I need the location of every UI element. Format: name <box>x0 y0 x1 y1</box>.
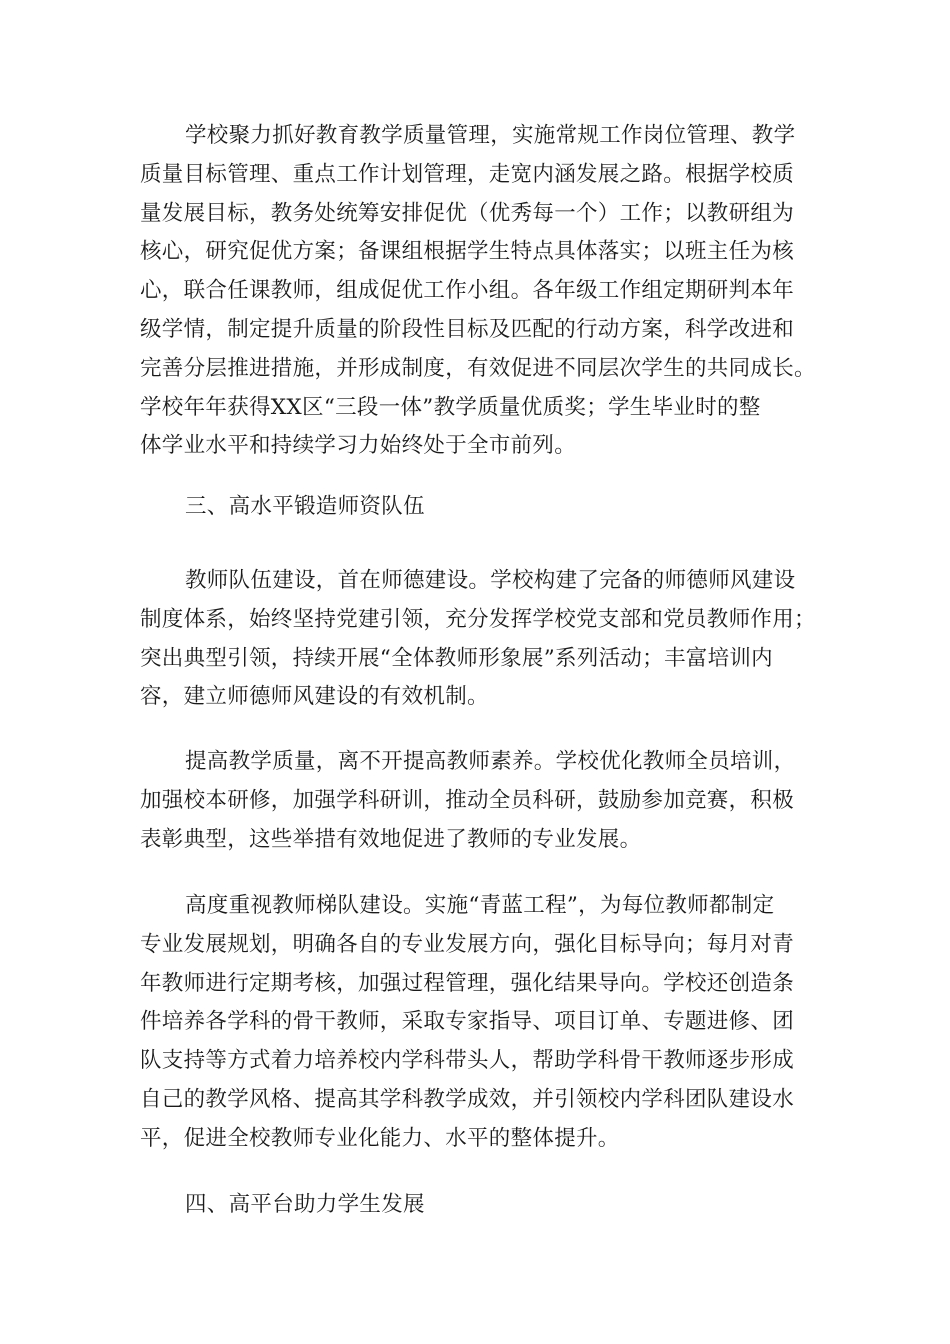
text-line: 制度体系，始终坚持党建引领，充分发挥学校党支部和党员教师作用； <box>140 606 816 632</box>
text-line: 教师队伍建设，首在师德建设。学校构建了完备的师德师风建设 <box>185 568 796 593</box>
text-line: 体学业水平和持续学习力始终处于全市前列。 <box>140 433 577 459</box>
text-line: 表彰典型，这些举措有效地促进了教师的专业发展。 <box>140 826 642 852</box>
text-line: 年教师进行定期考核，加强过程管理，强化结果导向。学校还创造条 <box>140 970 795 996</box>
text-line: 突出典型引领，持续开展“全体教师形象展”系列活动；丰富培训内 <box>140 645 773 671</box>
text-line: 高度重视教师梯队建设。实施“青蓝工程”，为每位教师都制定 <box>185 893 775 918</box>
text-line: 级学情，制定提升质量的阶段性目标及匹配的行动方案，科学改进和 <box>140 316 795 342</box>
paragraph-teaching-quality <box>140 117 830 466</box>
text-line: 提高教学质量，离不开提高教师素养。学校优化教师全员培训， <box>185 749 796 774</box>
text-line: 学校聚力抓好教育教学质量管理，实施常规工作岗位管理、教学 <box>185 123 796 148</box>
heading-text: 三、高水平锻造师资队伍 <box>185 494 425 519</box>
text-line: 队支持等方式着力培养校内学科带头人，帮助学科骨干教师逐步形成 <box>140 1048 795 1074</box>
heading-text: 四、高平台助力学生发展 <box>185 1192 425 1217</box>
text-line: 学校年年获得XX区“三段一体”教学质量优质奖；学生毕业时的整 <box>140 394 761 420</box>
text-line: 专业发展规划，明确各自的专业发展方向，强化目标导向；每月对青 <box>140 931 795 957</box>
text-line: 自己的教学风格、提高其学科教学成效，并引领校内学科团队建设水 <box>140 1086 795 1112</box>
text-line: 平，促进全校教师专业化能力、水平的整体提升。 <box>140 1125 620 1151</box>
text-line: 加强校本研修，加强学科研训，推动全员科研，鼓励参加竞赛，积极 <box>140 787 795 813</box>
paragraph-teacher-echelon <box>140 887 830 1159</box>
text-line: 容，建立师德师风建设的有效机制。 <box>140 684 489 710</box>
text-line: 件培养各学科的骨干教师，采取专家指导、项目订单、专题进修、团 <box>140 1009 795 1035</box>
text-line: 质量目标管理、重点工作计划管理，走宽内涵发展之路。根据学校质 <box>140 161 795 187</box>
text-line: 量发展目标，教务处统筹安排促优（优秀每一个）工作；以教研组为 <box>140 200 795 226</box>
text-line: 核心，研究促优方案；备课组根据学生特点具体落实；以班主任为核 <box>140 239 795 265</box>
section-heading-4 <box>140 1186 830 1225</box>
paragraph-teacher-ethics <box>140 562 830 717</box>
paragraph-teacher-quality <box>140 743 830 859</box>
text-line: 完善分层推进措施，并形成制度，有效促进不同层次学生的共同成长。 <box>140 355 816 381</box>
text-line: 心，联合任课教师，组成促优工作小组。各年级工作组定期研判本年 <box>140 278 795 304</box>
section-heading-3 <box>140 488 830 527</box>
